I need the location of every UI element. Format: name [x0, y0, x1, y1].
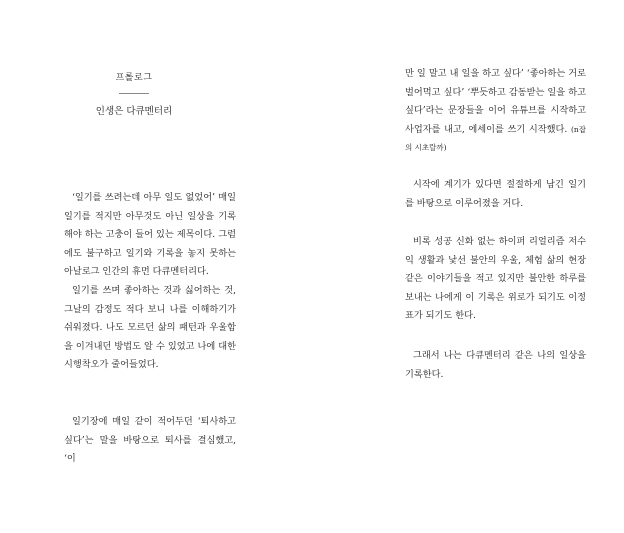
paragraph-text: 만 일 말고 내 일을 하고 싶다’ ‘좋아하는 거로 벌어먹고 싶다’ ‘뿌듯하고 감동받는 일을 하고 싶다’라는 문장들을 이어 유튜브를 시작하고 사업자를 내고, 에세이를 쓰기 시작했다.: [405, 68, 586, 135]
body-paragraph: 그래서 나는 다큐멘터리 같은 나의 일상을 기록한다.: [405, 350, 586, 380]
body-paragraph: 비록 성공 신화 없는 하이퍼 리얼리즘 저수익 생활과 낯선 불안의 우울, 체험 삶의 현장 같은 이야기들을 적고 있지만 불안한 하루를 보내는 나에게 이 기록은 위로가 되기도 이정표가 되기도 한다.: [405, 236, 586, 322]
body-paragraph: 시작에 계기가 있다면 절절하게 남긴 일기를 바탕으로 이루어졌을 거다.: [405, 179, 586, 209]
title-divider: [119, 93, 149, 94]
body-paragraph: 일기를 쓰며 좋아하는 것과 싫어하는 것, 그날의 감정도 적다 보니 나를 이해하기가 쉬워졌다. 나도 모르던 삶의 패턴과 우울함을 이겨내던 방법도 알 수 있었고 나에 대한 시행착오가 줄어들었다.: [64, 285, 236, 371]
chapter-subtitle: 인생은 다큐멘터리: [95, 106, 173, 117]
prologue-label: 프롤로그: [115, 73, 153, 83]
body-paragraph: 일기장에 매일 같이 적어두던 ‘퇴사하고 싶다’는 말을 바탕으로 퇴사를 결심했고, ‘이: [64, 416, 236, 465]
body-paragraph: [405, 65, 586, 158]
aside-note: (n잡의 시초랄까): [405, 124, 586, 153]
body-paragraph: ‘일기를 쓰려는데 아무 일도 없었어’ 매일 일기를 적지만 아무것도 아닌 일상을 기록해야 하는 고충이 들어 있는 제목이다. 그럼에도 불구하고 일기와 기록을 놓지 못하는 아날로그 인간의 휴먼 다큐멘터리다.: [64, 192, 236, 278]
